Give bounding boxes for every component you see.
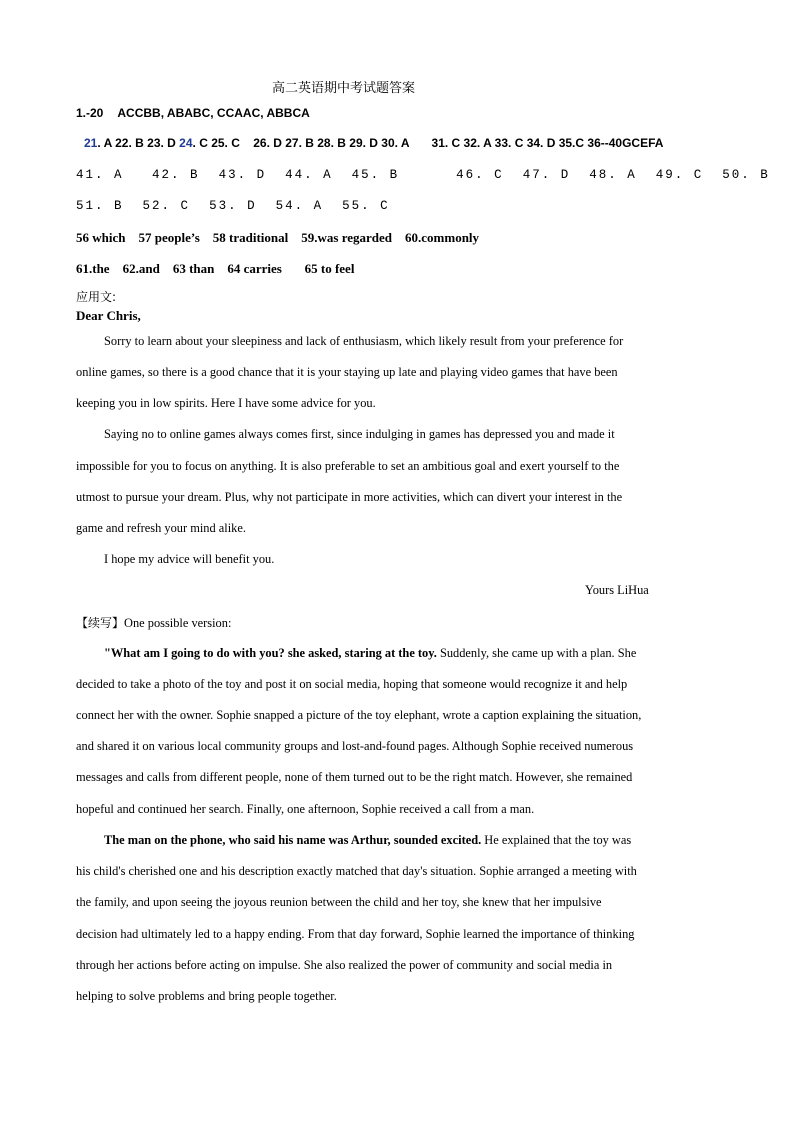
answer-53: 53. D [209, 199, 257, 213]
answer-31-35: 31. C 32. A 33. C 34. D 35.C [431, 136, 588, 150]
letter-p1-line3: keeping you in low spirits. Here I have some advice for you. [76, 396, 376, 410]
continuation-p2-line4: decision had ultimately led to a happy ending. From that day forward, Sophie learned the importance of thinking [76, 927, 635, 941]
letter-p2-line1: Saying no to online games always comes first, since indulging in games has depressed you and made it [104, 427, 615, 441]
answer-row-5 [76, 230, 479, 246]
continuation-p1-line6: hopeful and continued her search. Finally, one afternoon, Sophie received a call from a man. [76, 802, 535, 816]
answer-52: 52. C [142, 199, 191, 213]
answer-row-4 [76, 199, 390, 213]
letter-p3: I hope my advice will benefit you. [104, 552, 275, 566]
continuation-p1-line3: connect her with the owner. Sophie snapped a picture of the toy elephant, wrote a caption explaining the situation, [76, 708, 642, 722]
continuation-p1-line2: decided to take a photo of the toy and post it on social media, hoping that someone would recognize it and help [76, 677, 628, 691]
answer-63: 63 than [172, 261, 215, 276]
answer-range: 1.-20 [76, 106, 104, 120]
answer-36-40: 36--40GCEFA [587, 136, 664, 150]
page-title: 高二英语期中考试题答案 [272, 81, 416, 96]
letter-p1-line2: online games, so there is a good chance that it is your staying up late and playing video games that have been [76, 365, 618, 379]
answer-57: 57 people’s [138, 230, 200, 245]
answer-row-1 [76, 106, 310, 120]
answer-42: 42. B [152, 168, 200, 182]
answer-51: 51. B [76, 199, 124, 213]
answer-65: 65 to feel [304, 261, 355, 276]
answer-55: 55. C [342, 199, 390, 213]
answer-56: 56 which [76, 230, 126, 245]
continuation-p2-opening: The man on the phone, who said his name was Arthur, sounded excited. [104, 833, 482, 847]
answer-letters: ACCBB, ABABC, CCAAC, ABBCA [117, 106, 310, 120]
answer-row-6 [76, 261, 354, 277]
applied-writing-label: 应用文: [76, 290, 117, 304]
answer-43: 43. D [218, 168, 267, 182]
continuation-label-line [76, 614, 231, 631]
answer-24-25: . C 25. C [192, 136, 244, 150]
answer-59: 59.was regarded [301, 230, 393, 245]
continuation-p1-opening: "What am I going to do with you? she asked, staring at the toy. [104, 646, 437, 660]
answer-21-23: . A 22. B 23. D [97, 136, 180, 150]
continuation-intro: One possible version: [124, 616, 232, 630]
continuation-p2-line3: the family, and upon seeing the joyous reunion between the child and her toy, she knew that her impulsive [76, 895, 602, 909]
letter-closing: Yours LiHua [585, 583, 649, 597]
answer-58: 58 traditional [212, 230, 289, 245]
answer-54: 54. A [275, 199, 324, 213]
answer-row-3 [76, 168, 770, 182]
letter-greeting: Dear Chris, [76, 308, 141, 323]
letter-p2-line4: game and refresh your mind alike. [76, 521, 246, 535]
continuation-p1-line4: and shared it on various local community groups and lost-and-found pages. Although Sophie received numerous [76, 739, 634, 753]
answer-num-24: 24 [179, 136, 193, 150]
answer-61: 61.the [76, 261, 110, 276]
letter-p1-line1: Sorry to learn about your sleepiness and lack of enthusiasm, which likely result from your preference for [104, 334, 624, 348]
continuation-p2-line2: his child's cherished one and his description exactly matched that day's situation. Sophie arranged a meeting with [76, 864, 637, 878]
answer-44: 44. A [285, 168, 333, 182]
answer-50: 50. B [722, 168, 770, 182]
continuation-p1-line5: messages and calls from different people, none of them turned out to be the right match. However, she remained [76, 770, 633, 784]
continuation-p1-line1 [104, 646, 636, 661]
answer-46: 46. C [456, 168, 504, 182]
answer-48: 48. A [589, 168, 637, 182]
answer-row-2 [84, 136, 663, 150]
continuation-p2-line6: helping to solve problems and bring people together. [76, 989, 337, 1003]
letter-p2-line2: impossible for you to focus on anything. It is also preferable to set an ambitious goal and exert yourself to the [76, 459, 620, 473]
answer-num-21: 21 [84, 136, 98, 150]
continuation-p2-text: He explained that the toy was [481, 833, 632, 847]
continuation-label: 【续写】 [76, 616, 125, 630]
answer-62: 62.and [122, 261, 160, 276]
answer-64: 64 carries [227, 261, 282, 276]
answer-49: 49. C [655, 168, 704, 182]
continuation-p2-line5: through her actions before acting on impulse. She also realized the power of community and social media in [76, 958, 613, 972]
answer-60: 60.commonly [405, 230, 480, 245]
continuation-p1-text: Suddenly, she came up with a plan. She [436, 646, 637, 660]
letter-p2-line3: utmost to pursue your dream. Plus, why not participate in more activities, which can divert your interest in the [76, 490, 623, 504]
answer-45: 45. B [351, 168, 400, 182]
answer-26-30: 26. D 27. B 28. B 29. D 30. A [253, 136, 410, 150]
answer-41: 41. A [76, 168, 124, 182]
continuation-p2-line1 [104, 833, 631, 848]
answer-47: 47. D [522, 168, 571, 182]
